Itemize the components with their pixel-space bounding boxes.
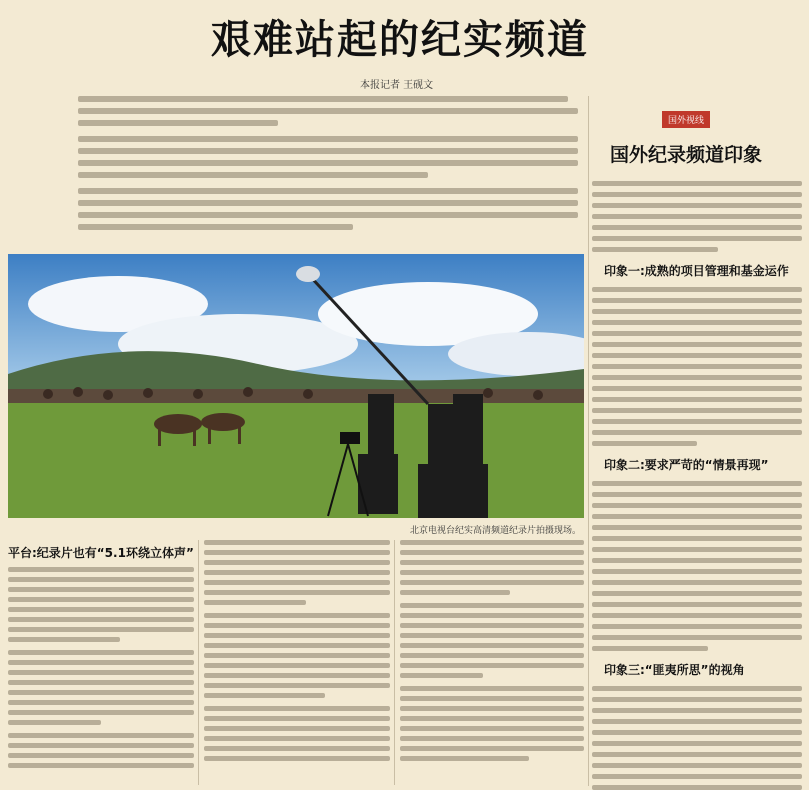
page-title: 艰难站起的纪实频道 (211, 17, 589, 63)
photo-caption: 北京电视台纪实高清频道纪录片拍摄现场。 (410, 526, 582, 536)
news-photo (8, 254, 584, 518)
byline: 本报记者 王砚文 (360, 80, 434, 91)
sidebar-subhead-2: 印象二:要求严苛的“情景再现” (604, 458, 769, 472)
sidebar-subhead-3: 印象三:“匪夷所思”的视角 (604, 663, 745, 677)
sidebar-feature (592, 96, 802, 786)
column-3 (400, 540, 584, 786)
column-1 (8, 540, 194, 786)
sidebar-subhead-1: 印象一:成熟的项目管理和基金运作 (604, 264, 789, 278)
column-subhead: 平台:纪录片也有“5.1环绕立体声” (8, 546, 194, 560)
section-tag: 国外视线 (662, 111, 710, 128)
column-2 (204, 540, 390, 786)
sidebar-title: 国外纪录频道印象 (610, 144, 763, 166)
lead-article (78, 96, 578, 246)
